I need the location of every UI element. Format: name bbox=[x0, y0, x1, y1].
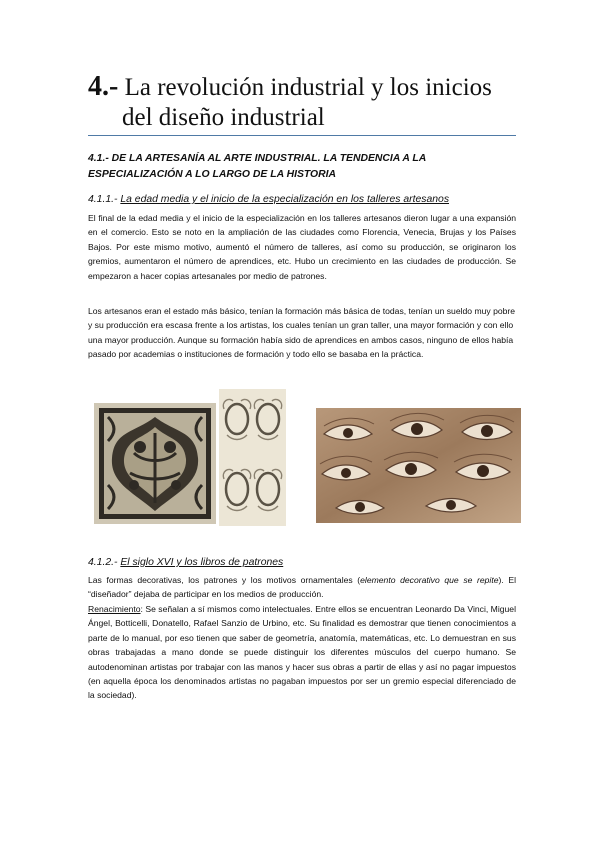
woodblock-image bbox=[94, 403, 216, 524]
chapter-title bbox=[88, 72, 528, 133]
title-underline bbox=[88, 135, 516, 136]
subsection-number: 4.1.2.- bbox=[88, 557, 118, 568]
paragraph-text: Las formas decorativas, los patrones y los motivos ornamentales ( bbox=[88, 575, 361, 585]
paragraph-renacimiento bbox=[88, 602, 516, 703]
chapter-title-line2: del diseño industrial bbox=[122, 104, 325, 131]
subsection-title: El siglo XVI y los libros de patrones bbox=[120, 557, 284, 568]
paragraph-artesanos: Los artesanos eran el estado más básico, tenían la formación más básica de todas, tenían un sueldo muy pobre y su producción era escasa frente a los artistas, los cuales tenían un gran taller, una mayor formación y con ello una mayor producción. Aunque su formación había sido de aprendices en ambos casos, ninguno de ellos había pasado por academias o instituciones de formación y todo ello se basaba en la práctica. bbox=[88, 306, 516, 360]
subsection-heading-4-1-2 bbox=[88, 556, 283, 570]
section-heading-line2: ESPECIALIZACIÓN A LO LARGO DE LA HISTORIA bbox=[88, 169, 337, 180]
paragraph-edad-media: El final de la edad media y el inicio de la especialización en los talleres artesanos dieron lugar a una expansión en el comercio. Esto se noto en la ampliación de las ciudades como Florencia, Venecia, Brujas y los Países Bajos. Por este mismo motivo, aumentó el número de talleres, así como su producción, se originaron los gremios, aumentaron el número de aprendices, etc. Hubo un crecimiento en las ciudades de producción. Se empezaron a hacer copias artesanales por medio de patrones. bbox=[88, 213, 516, 281]
eye-studies-image bbox=[316, 408, 521, 523]
chapter-title-line1: La revolución industrial y los inicios bbox=[124, 74, 492, 101]
subsection-title: La edad media y el inicio de la especialización en los talleres artesanos bbox=[120, 194, 450, 205]
paragraph-formas-decorativas bbox=[88, 573, 516, 602]
renacimiento-label: Renacimiento bbox=[88, 604, 141, 614]
chapter-number: 4.- bbox=[88, 71, 119, 102]
paragraph-text: ). El “diseñador” dejaba de participar en los medios de producción. bbox=[88, 575, 516, 600]
section-heading-line1: 4.1.- DE LA ARTESANÍA AL ARTE INDUSTRIAL. LA TENDENCIA A LA bbox=[88, 153, 427, 164]
paragraph-text: : Se señalan a sí mismos como intelectuales. Entre ellos se encuentran Leonardo Da Vinci, Miguel Ángel, Botticelli, Donatello, Rafael Sanzio de Urbino, etc. Su finalidad es demostrar que tienen conocimientos a parte de lo manual, por eso tienen que saber de geometría, anatomía, matemáticas, etc. Lo demuestran en sus obras trabajadas a mano donde se puede distinguir los diferentes músculos del cuerpo humano. Se autodenominan artistas por trabajar con las manos y hacer sus obras a partir de ellas y así no pagar impuestos (en aquella época los denominados artistas no pagaban impuestos por ser un gremio especial diferenciado de la sociedad). bbox=[88, 604, 516, 701]
italic-definition: elemento decorativo que se repite bbox=[360, 575, 499, 585]
subsection-number: 4.1.1.- bbox=[88, 194, 118, 205]
section-heading bbox=[88, 151, 518, 183]
subsection-heading-4-1-1 bbox=[88, 193, 449, 207]
cartouche-pattern-image bbox=[219, 389, 286, 526]
